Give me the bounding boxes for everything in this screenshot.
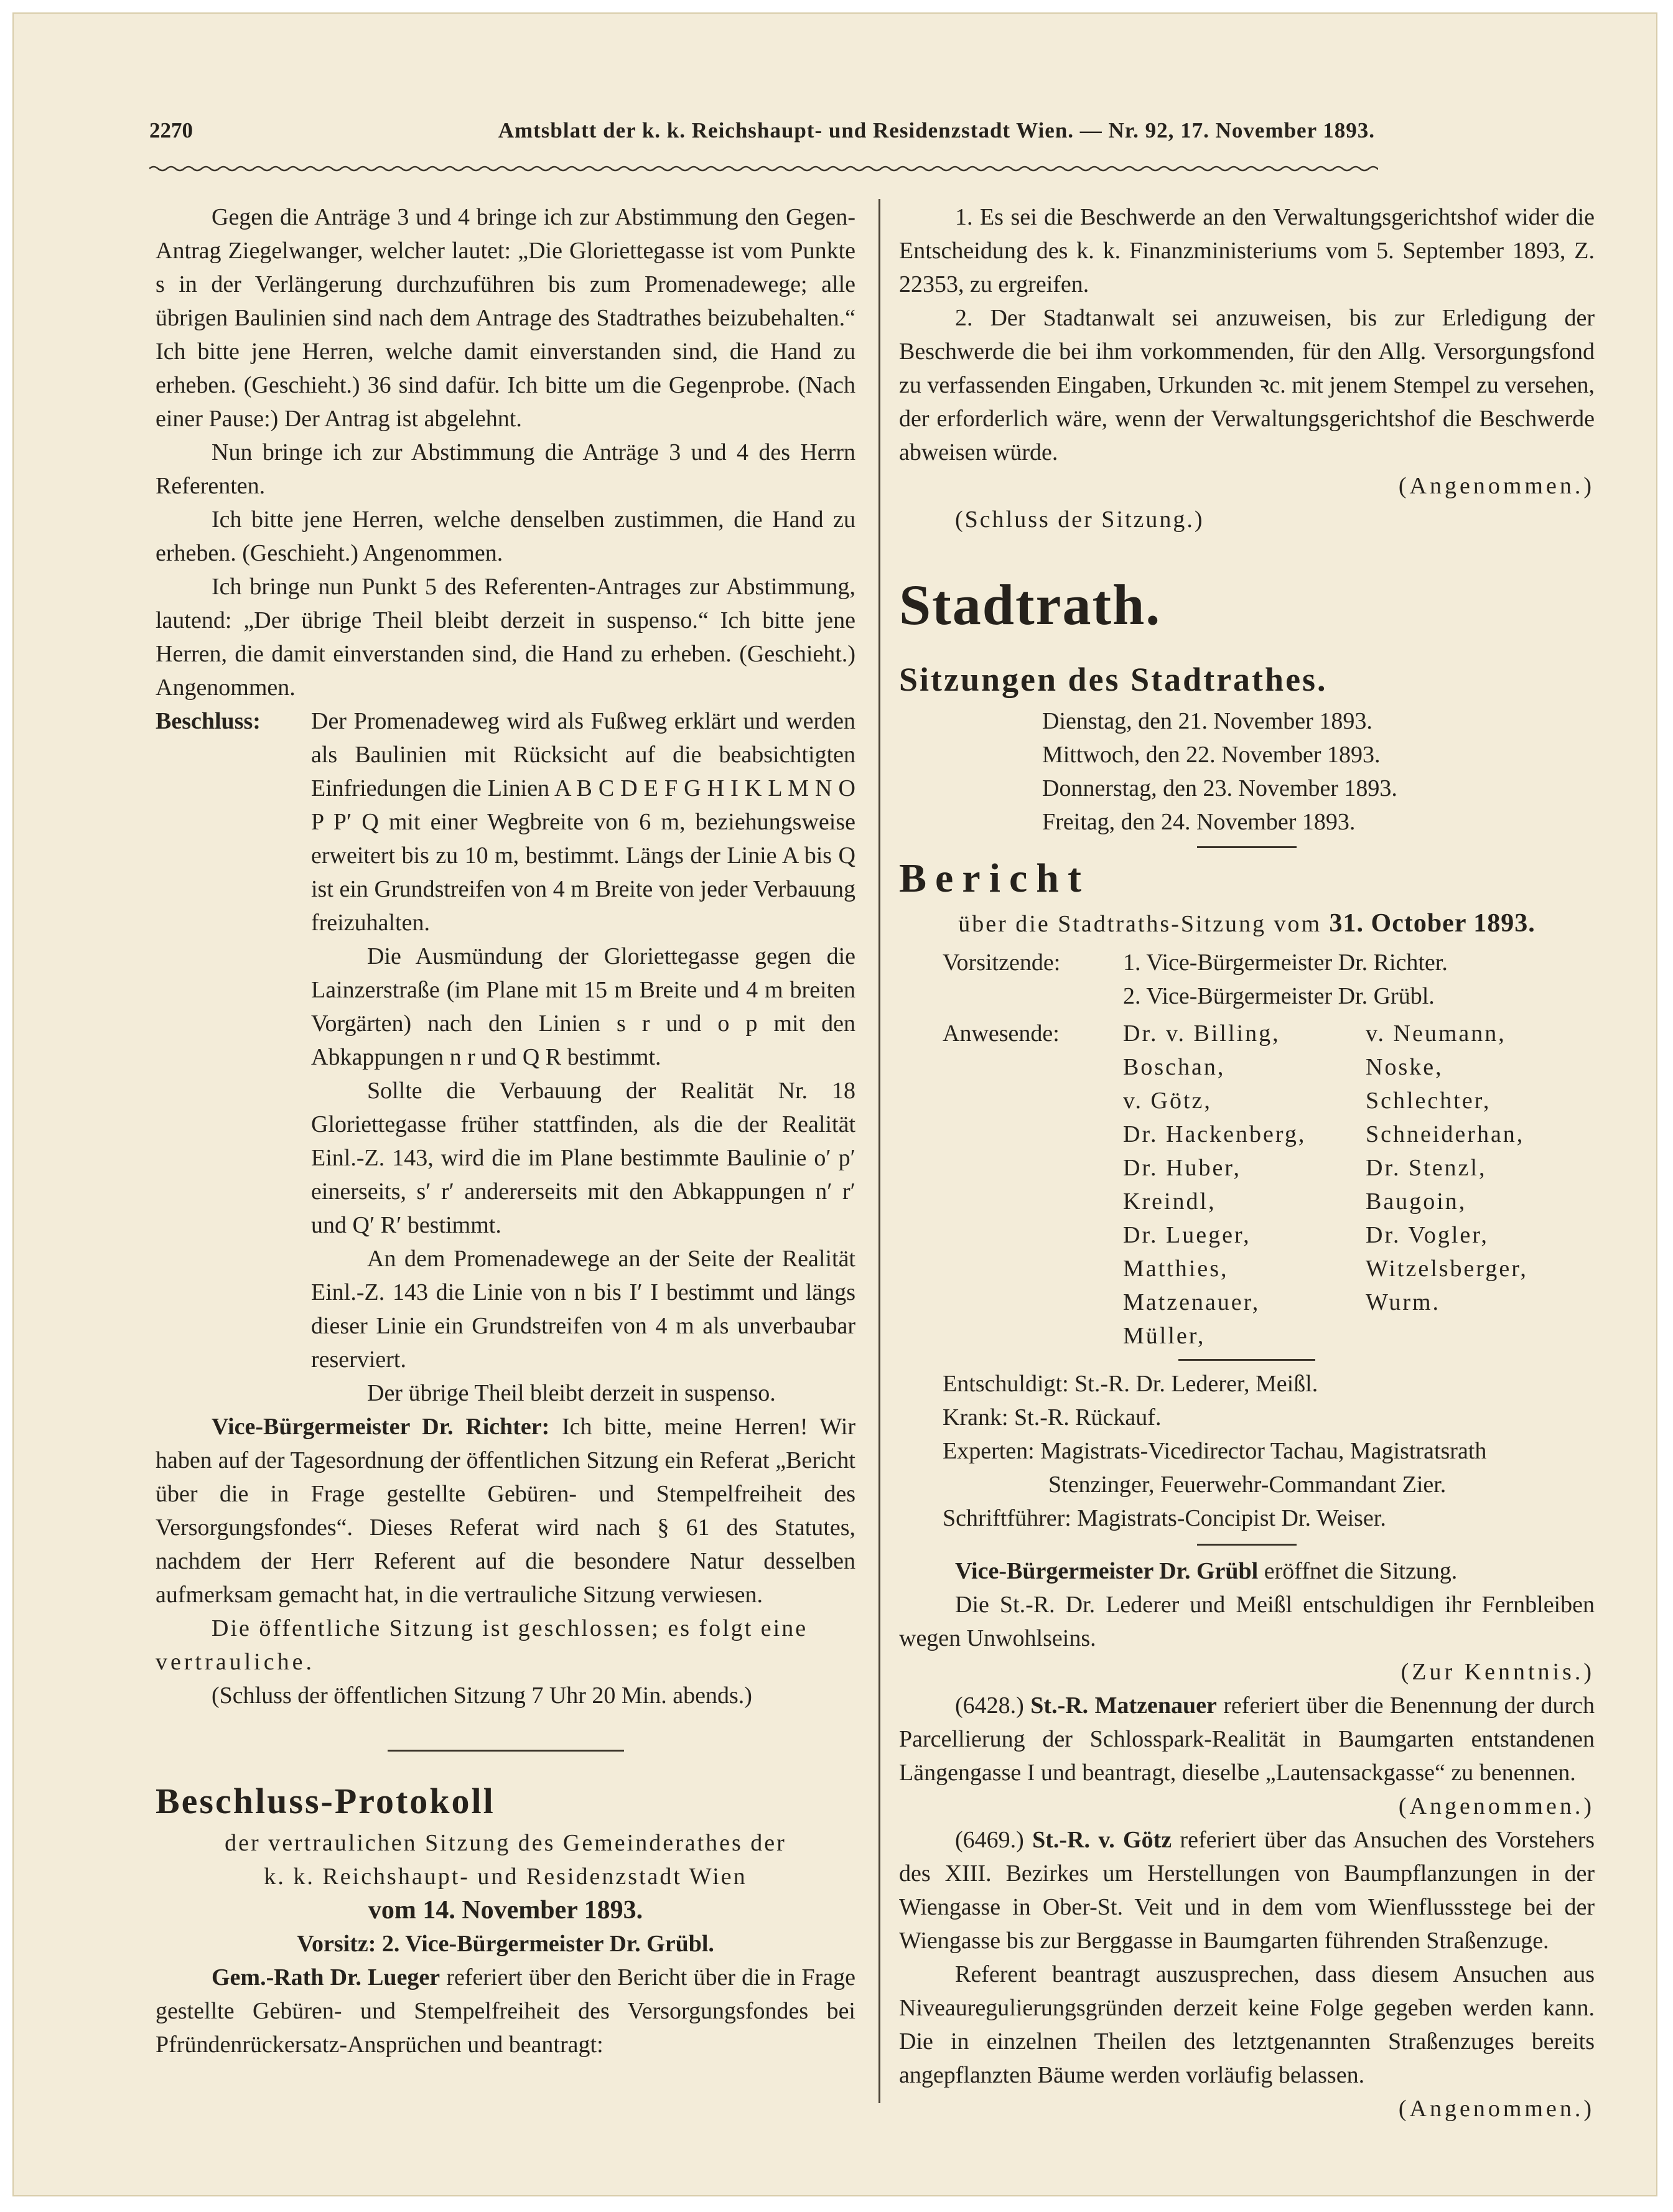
bericht-sub-text: über die Stadtraths-Sitzung vom [958,911,1322,937]
report-6469 [899,1823,1595,1958]
attendee: Schneiderhan, [1366,1121,1525,1147]
protokoll-line: der vertraulichen Sitzung des Gemeinderathes der [225,1830,786,1856]
vorsitzende-block [899,946,1595,1013]
paragraph: Die St.-R. Dr. Lederer und Meißl entschuldigen ihr Fernbleiben wegen Unwohlseins. [899,1592,1595,1651]
beschluss-block [156,704,855,940]
paragraph: Sollte die Verbauung der Realität Nr. 18 Gloriettegasse früher stattfinden, als die der Realität Einl.-Z. 143, wird die im Plane bestimmte Baulinie o′ p′ einerseits, s′ r′ andererseits mit den Abkappungen n′ r′ und Q′ R′ bestimmt. [311,1078,855,1238]
attendee: Dr. Stenzl, [1366,1155,1487,1181]
attendee: v. Neumann, [1366,1020,1506,1047]
vorsitzende-label: Vorsitzende: [943,950,1061,976]
anwesende-list-left [1123,1017,1366,1353]
vorsitzende-2: 2. Vice-Bürgermeister Dr. Grübl. [1123,983,1435,1009]
header-title: Amtsblatt der k. k. Reichshaupt- und Residenzstadt Wien. — Nr. 92, 17. November 1893. [498,118,1375,142]
attendee: Baugoin, [1366,1188,1467,1215]
stadtrath-title: Stadtrath. [899,573,1162,637]
anwesende-list-right [1366,1017,1595,1353]
section-rule [1197,846,1297,848]
paragraph: Der übrige Theil bleibt derzeit in suspenso. [367,1380,776,1406]
adopted-note: (Angenommen.) [1398,473,1595,499]
paragraph: Nun bringe ich zur Abstimmung die Anträge 3 und 4 des Herrn Referenten. [156,439,855,499]
bericht-title: Bericht [899,856,1090,901]
paragraph: Die Ausmündung der Gloriettegasse gegen die Lainzerstraße (im Plane mit 15 m Breite und 4 m breiten Vorgärten) nach den Linien s r und o p mit den Abkappungen n r und Q R bestimmt. [311,943,855,1070]
beschluss-continuation [156,940,855,1410]
section-rule [1197,1544,1297,1546]
report-text: referiert über das Ansuchen des Vorstehers des XIII. Bezirkes um Herstellungen von Baumpflanzungen in der Wiengasse in Ober-St. Veit und in dem vom Wienflussstege bei der Wiengasse bis zur Berggasse in Baumgarten führenden Straßenzuge. [899,1827,1595,1954]
page-number: 2270 [149,118,193,142]
bericht-subtitle [899,907,1595,941]
paragraph: An dem Promenadewege an der Seite der Realität Einl.-Z. 143 die Linie von n bis I′ I bestimmt und längs dieser Linie ein Grundstreifen von 4 m als unverbaubar reserviert. [311,1246,855,1373]
anwesende-block [899,1017,1595,1353]
attendee: Dr. v. Billing, [1123,1020,1280,1047]
paragraph: Gegen die Anträge 3 und 4 bringe ich zur Abstimmung den Gegen-Antrag Ziegelwanger, welcher lautet: „Die Gloriettegasse ist vom Punkte s in der Verlängerung durchzuführen bis zum Promenadewege; alle übrigen Baulinien sind nach dem Antrage des Stadtrathes beizubehalten.“ Ich bitte jene Herren, welche damit einverstanden sind, die Hand zu erheben. (Geschieht.) 36 sind dafür. Ich bitte um die Gegenprobe. (Nach einer Pause:) Der Antrag ist abgelehnt. [156,204,855,432]
protokoll-title: Beschluss-Protokoll [156,1781,495,1821]
speaker-label: Vice-Bürgermeister Dr. Grübl [955,1558,1259,1584]
attendee: Boschan, [1123,1054,1226,1080]
item-number: (6469.) [955,1827,1024,1853]
left-column [156,200,855,2061]
lueger-report [156,1961,855,2061]
speaker-label: St.-R. v. Götz [1032,1827,1172,1853]
column-divider [878,199,880,2103]
vorsitzende-1: 1. Vice-Bürgermeister Dr. Richter. [1123,950,1448,976]
excused-line: Entschuldigt: St.-R. Dr. Lederer, Meißl. [943,1371,1318,1397]
meeting-date: Dienstag, den 21. November 1893. [1042,708,1372,734]
speaker-label: St.-R. Matzenauer [1030,1692,1217,1719]
speech-richter [156,1410,855,1612]
adopted-note: (Angenommen.) [1398,2096,1595,2122]
paragraph: vertrauliche. [156,1649,315,1675]
attendee: Witzelsberger, [1366,1256,1528,1282]
opening-text: eröffnet die Sitzung. [1264,1558,1458,1584]
beschluss-label: Beschluss: [156,708,261,734]
session-close-note: (Schluss der öffentlichen Sitzung 7 Uhr 20 Min. abends.) [212,1682,752,1709]
session-opening [899,1554,1595,1588]
right-column [899,200,1595,2126]
adopted-note: (Angenommen.) [1398,1793,1595,1819]
attendee: Dr. Lueger, [1123,1222,1251,1248]
section-rule [388,1750,624,1752]
section-rule [1178,1359,1315,1361]
attendee: Kreindl, [1123,1188,1216,1215]
session-close-note: (Schluss der Sitzung.) [955,506,1205,533]
item-number: (6428.) [955,1692,1024,1719]
speaker-label: Gem.-Rath Dr. Lueger [212,1964,440,1990]
attendee: Matzenauer, [1123,1289,1261,1315]
vorsitz-line: Vorsitz: 2. Vice-Bürgermeister Dr. Grübl. [297,1931,714,1957]
meeting-date: Freitag, den 24. November 1893. [1042,809,1356,835]
paragraph: Ich bitte jene Herren, welche denselben zustimmen, die Hand zu erheben. (Geschieht.) Angenommen. [156,506,855,566]
attendee: Dr. Vogler, [1366,1222,1489,1248]
page-header [149,118,1375,156]
report-6428 [899,1689,1595,1790]
paragraph: Ich bringe nun Punkt 5 des Referenten-Antrages zur Abstimmung, lautend: „Der übrige Theil bleibt derzeit in suspenso.“ Ich bitte jene Herren, die damit einverstanden sind, die Hand zu erheben. (Geschieht.) Angenommen. [156,574,855,701]
attendance-notes [899,1367,1595,1535]
beschluss-text: Der Promenadeweg wird als Fußweg erklärt und werden als Baulinien mit Rücksicht auf die beabsichtigten Einfriedungen die Linien A B C D E F G H I K L M N O P P′ Q mit einer Wegbreite von 6 m, beziehungsweise erweitert bis zu 10 m, bestimmt. Längs der Linie A bis Q ist ein Grundstreifen von 4 m Breite von jeder Verbauung freizuhalten. [311,708,855,936]
meeting-dates [899,704,1595,839]
experts-line: Stenzinger, Feuerwehr-Commandant Zier. [1048,1472,1447,1498]
experts-line: Experten: Magistrats-Vicedirector Tachau, Magistratsrath [943,1438,1487,1464]
attendee: Dr. Hackenberg, [1123,1121,1307,1147]
attendee: Wurm. [1366,1289,1441,1315]
anwesende-label: Anwesende: [943,1020,1060,1047]
speech-text: Ich bitte, meine Herren! Wir haben auf der Tagesordnung der öffentlichen Sitzung ein Referat „Bericht über die in Frage gestellte Gebüren- und Stempelfreiheit des Versorgungsfondes“. Dieses Referat wird nach § 61 des Statutes, nachdem der Herr Referent auf die besondere Natur desselben aufmerksam gemacht hat, in die vertrauliche Sitzung verwiesen. [156,1414,855,1608]
bericht-date: 31. October 1893. [1329,909,1536,938]
meeting-date: Donnerstag, den 23. November 1893. [1042,775,1397,801]
attendee: Dr. Huber, [1123,1155,1241,1181]
sitzungen-title: Sitzungen des Stadtrathes. [899,661,1328,698]
report-text: referiert über die Benennung der durch Parcellierung der Schlosspark-Realität in Baumgarten entstandenen Längengasse I und beantragt, dieselbe „Lautensackgasse“ zu benennen. [899,1692,1595,1786]
secretary-line: Schriftführer: Magistrats-Concipist Dr. Weiser. [943,1505,1386,1531]
report-text: referiert über den Bericht über die in Frage gestellte Gebüren- und Stempelfreiheit des Versorgungsfondes bei Pfründenrückersatz-Ansprüchen und beantragt: [156,1964,855,2058]
paragraph: 2. Der Stadtanwalt sei anzuweisen, bis zur Erledigung der Beschwerde die bei ihm vorkommenden, für den Allg. Versorgungsfond zu verfassenden Eingaben, Urkunden ꝛc. mit jenem Stempel zu versehen, der erforderlich wäre, wenn der Verwaltungsgerichtshof die Beschwerde abweisen würde. [899,305,1595,465]
header-wavy-rule [149,163,1378,174]
meeting-date: Mittwoch, den 22. November 1893. [1042,742,1381,768]
adopted-note: (Zur Kenntnis.) [1400,1659,1595,1685]
protokoll-date: vom 14. November 1893. [368,1896,643,1925]
protokoll-line: k. k. Reichshaupt- und Residenzstadt Wien [264,1864,747,1890]
attendee: Schlechter, [1366,1088,1491,1114]
paragraph: 1. Es sei die Beschwerde an den Verwaltungsgerichtshof wider die Entscheidung des k. k. Finanzministeriums vom 5. September 1893, Z. 22353, zu ergreifen. [899,204,1595,297]
speaker-label: Vice-Bürgermeister Dr. Richter: [212,1414,550,1440]
sick-line: Krank: St.-R. Rückauf. [943,1404,1162,1430]
attendee: v. Götz, [1123,1088,1212,1114]
paragraph: Referent beantragt auszusprechen, dass diesem Ansuchen aus Niveauregulierungsgründen derzeit keine Folge gegeben werden kann. Die in einzelnen Theilen des letztgenannten Straßenzuges bereits angepflanzten Bäume werden vorläufig belassen. [899,1961,1595,2088]
paragraph: Die öffentliche Sitzung ist geschlossen; es folgt eine [212,1615,808,1641]
attendee: Noske, [1366,1054,1443,1080]
attendee: Müller, [1123,1323,1206,1349]
attendee: Matthies, [1123,1256,1229,1282]
